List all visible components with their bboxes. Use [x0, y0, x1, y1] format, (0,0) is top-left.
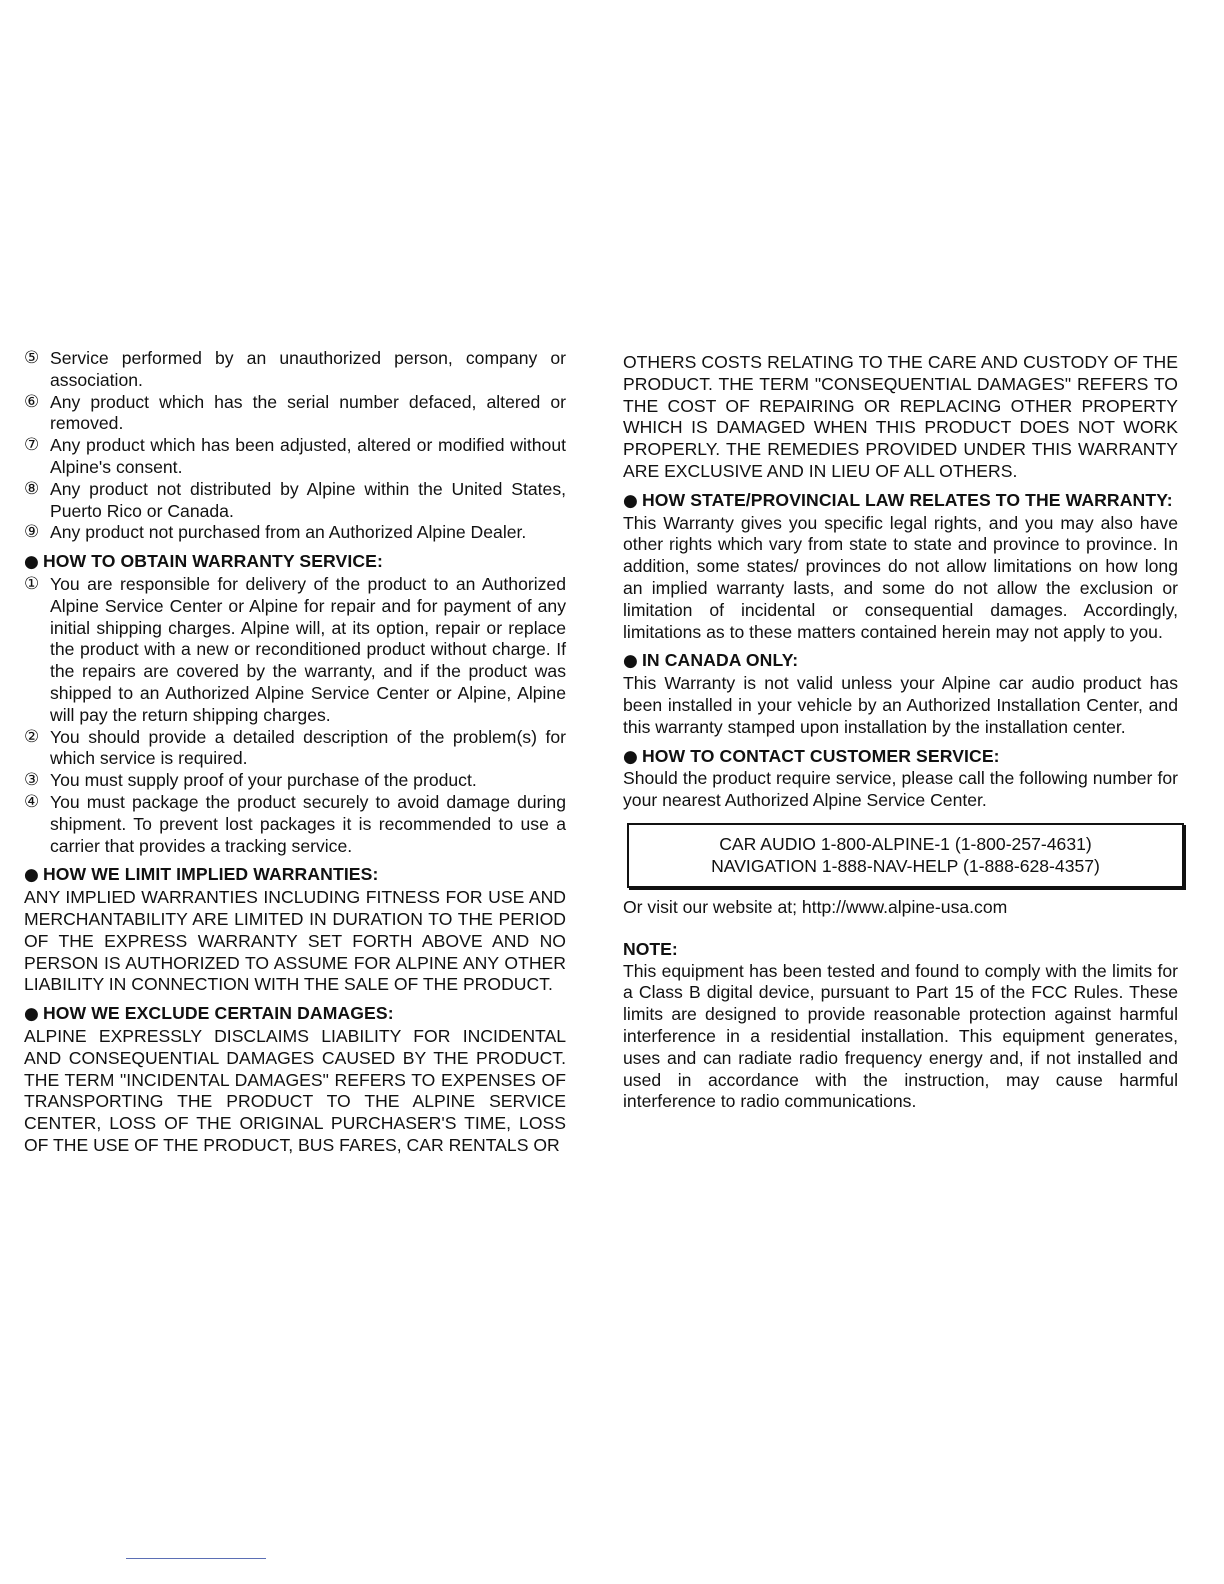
- circled-number-3: ③: [24, 770, 40, 791]
- limit-warranties-text: ANY IMPLIED WARRANTIES INCLUDING FITNESS FOR USE AND MERCHANTABILITY ARE LIMITED IN DURATION TO THE PERIOD OF THE EXPRESS WARRANTY SET FORTH ABOVE AND NO PERSON IS AUTHORIZED TO ASSUME FOR ALPINE ANY OTHER LIABILITY IN CONNECTION WITH THE SALE OF THE PRODUCT.: [24, 887, 566, 995]
- note-heading: NOTE:: [623, 938, 678, 959]
- heading-text: HOW STATE/PROVINCIAL LAW RELATES TO THE WARRANTY:: [641, 489, 1173, 510]
- exclude-damages-continued-text: OTHERS COSTS RELATING TO THE CARE AND CUSTODY OF THE PRODUCT. THE TERM "CONSEQUENTIAL DAMAGES" REFERS TO THE COST OF REPAIRING OR REPLACING OTHER PROPERTY WHICH IS DAMAGED WHEN THIS PRODUCT DOES NOT WORK PROPERLY. THE REMEDIES PROVIDED UNDER THIS WARRANTY ARE EXCLUSIVE AND IN LIEU OF ALL OTHERS.: [623, 352, 1178, 481]
- navigation-phone: NAVIGATION 1-888-NAV-HELP (1-888-628-4357): [711, 855, 1100, 876]
- circled-number-4: ④: [24, 791, 40, 812]
- exclude-damages-text: ALPINE EXPRESSLY DISCLAIMS LIABILITY FOR INCIDENTAL AND CONSEQUENTIAL DAMAGES CAUSED BY THE PRODUCT. THE TERM "INCIDENTAL DAMAGES" REFERS TO EXPENSES OF TRANSPORTING THE PRODUCT TO THE ALPINE SERVICE CENTER, LOSS OF THE ORIGINAL PURCHASER'S TIME, LOSS OF THE USE OF THE PRODUCT, BUS FARES, CAR RENTALS OR: [24, 1025, 566, 1155]
- bullet-icon: ●: [623, 746, 638, 767]
- list-item: [24, 348, 566, 392]
- left-column: [24, 348, 566, 1157]
- list-item: [24, 574, 566, 727]
- circled-number-8: ⑧: [24, 478, 40, 499]
- contact-numbers-box: [627, 823, 1184, 888]
- contact-text: Should the product require service, please call the following number for your nearest Authorized Alpine Service Center.: [623, 768, 1178, 811]
- section-heading-contact: [623, 746, 1178, 769]
- footer-divider: [126, 1558, 266, 1559]
- list-item-text: Any product not purchased from an Authorized Alpine Dealer.: [50, 522, 527, 543]
- list-item-text: Any product which has been adjusted, altered or modified without Alpine's consent.: [50, 435, 566, 477]
- list-item-text: Service performed by an unauthorized person, company or association.: [50, 348, 566, 390]
- circled-number-2: ②: [24, 726, 40, 747]
- website-line: Or visit our website at; http://www.alpine-usa.com: [623, 896, 1008, 917]
- state-law-text: This Warranty gives you specific legal rights, and you may also have other rights which vary from state to state and province to province. In addition, some states/ provinces do not allow limitations on how long an implied warranty lasts, and some do not allow the exclusion or limitation of incidental or consequential damages. Accordingly, limitations as to these matters contained herein may not apply to you.: [623, 512, 1178, 642]
- bullet-icon: ●: [24, 865, 39, 886]
- note-text: This equipment has been tested and found to comply with the limits for a Class B digital device, pursuant to Part 15 of the FCC Rules. These limits are designed to provide reasonable protection against harmful interference in a residential installation. This equipment generates, uses and can radiate radio frequency energy and, if not installed and used in accordance with the instruction, may cause harmful interference to radio communications.: [623, 960, 1178, 1112]
- list-item: [24, 435, 566, 479]
- circled-number-9: ⑨: [24, 522, 40, 543]
- list-item-text: You must package the product securely to avoid damage during shipment. To prevent lost packages it is recommended to use a carrier that provides a tracking service.: [50, 791, 566, 856]
- exclusions-list: [24, 348, 566, 544]
- heading-text: HOW TO CONTACT CUSTOMER SERVICE:: [641, 745, 1000, 766]
- list-item: [24, 727, 566, 771]
- heading-text: HOW WE EXCLUDE CERTAIN DAMAGES:: [42, 1003, 394, 1024]
- right-column: [623, 352, 1178, 1113]
- heading-text: IN CANADA ONLY:: [641, 650, 799, 671]
- canada-text: This Warranty is not valid unless your Alpine car audio product has been installed in your vehicle by an Authorized Installation Center, and this warranty stamped upon installation by the installation center.: [623, 673, 1178, 737]
- heading-text: HOW TO OBTAIN WARRANTY SERVICE:: [42, 551, 383, 572]
- section-heading-state-law: [623, 490, 1178, 513]
- list-item: [24, 479, 566, 523]
- circled-number-7: ⑦: [24, 435, 40, 456]
- list-item: [24, 392, 566, 436]
- list-item-text: You must supply proof of your purchase of the product.: [50, 770, 477, 791]
- section-heading-obtain-service: [24, 551, 566, 574]
- obtain-service-list: [24, 574, 566, 857]
- section-heading-limit-warranties: [24, 864, 566, 887]
- circled-number-6: ⑥: [24, 391, 40, 412]
- bullet-icon: ●: [623, 651, 638, 672]
- list-item-text: Any product which has the serial number defaced, altered or removed.: [50, 391, 566, 434]
- list-item-text: You are responsible for delivery of the product to an Authorized Alpine Service Center or Alpine for repair and for payment of any initial shipping charges. Alpine will, at its option, repair or replace the product with a new or reconditioned product without charge. If the repairs are covered by the warranty, and if the product was shipped to an Authorized Alpine Service Center or Alpine, Alpine will pay the return shipping charges.: [50, 573, 566, 725]
- list-item: [24, 792, 566, 857]
- list-item-text: Any product not distributed by Alpine within the United States, Puerto Rico or Canada.: [50, 478, 566, 521]
- bullet-icon: ●: [623, 490, 638, 511]
- section-heading-canada: [623, 650, 1178, 673]
- list-item: [24, 770, 566, 792]
- circled-number-1: ①: [24, 573, 40, 594]
- circled-number-5: ⑤: [24, 348, 40, 368]
- car-audio-phone: CAR AUDIO 1-800-ALPINE-1 (1-800-257-4631): [719, 833, 1092, 854]
- list-item-text: You should provide a detailed description of the problem(s) for which service is required.: [50, 726, 566, 769]
- list-item: [24, 522, 566, 544]
- heading-text: HOW WE LIMIT IMPLIED WARRANTIES:: [42, 864, 379, 885]
- bullet-icon: ●: [24, 552, 39, 573]
- bullet-icon: ●: [24, 1004, 39, 1025]
- section-heading-exclude-damages: [24, 1003, 566, 1026]
